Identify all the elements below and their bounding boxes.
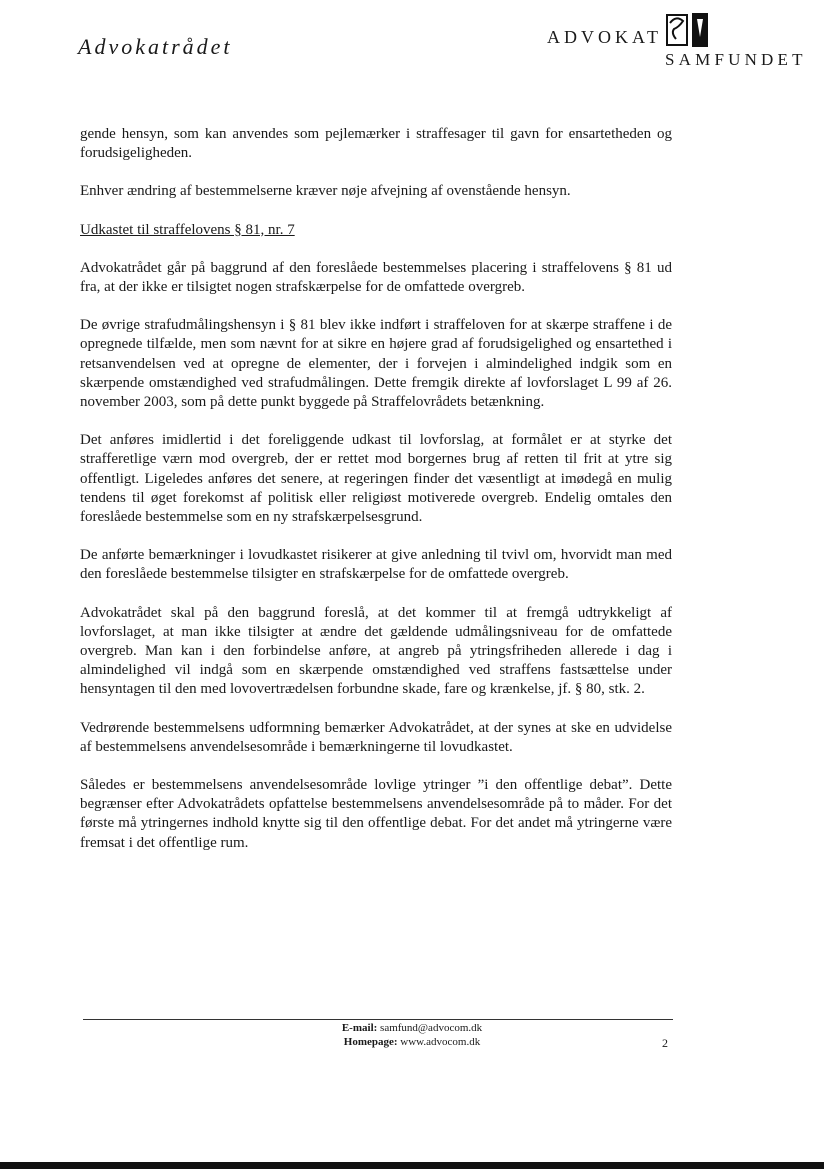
footer-homepage-row bbox=[0, 1035, 824, 1049]
paragraph: De anførte bemærkninger i lovudkastet risikerer at give anledning til tvivl om, hvorvidt man med den foreslåede bestemmelse tilsigter en strafskærpelse for de omfattede overgreb. bbox=[80, 547, 672, 583]
paragraph: Vedrørende bestemmelsens udformning bemærker Advokatrådet, at der synes at ske en udvidelse af bestemmelsens anvendelsesområde i bemærkningerne til lovudkastet. bbox=[80, 719, 672, 755]
section-heading: Udkastet til straffelovens § 81, nr. 7 bbox=[80, 221, 295, 238]
paragraph: Det anføres imidlertid i det foreliggende udkast til lovforslag, at formålet er at styrke det strafferetlige værn mod overgreb, der er rettet mod borgernes brug af retten til frit at ytre sig offentligt. Ligeledes anføres det senere, at regeringen finder det væsentligt at imødegå en mulig tendens til øget forekomst af politisk eller religiøst motiverede overgreb. Endelig omtales den foreslåede bestemmelse som en ny strafskærpelsesgrund. bbox=[80, 432, 672, 526]
paragraph: Advokatrådet skal på den baggrund foreslå, at det kommer til at fremgå udtrykkeligt af lovforslaget, at man ikke tilsigter at ændre det gældende udmålingsniveau for de omfattede overgreb. Man kan i den forbindelse anføre, at angreb på ytringsfriheden allerede i dag i almindelighed vil indgå som en skærpende omstændighed ved straffens fastsættelse under hensyntagen til den med lovovertrædelsen forbundne skade, fare og krænkelse, jf. § 80, stk. 2. bbox=[80, 604, 672, 698]
letter-body bbox=[80, 125, 672, 872]
paragraph: Advokatrådet går på baggrund af den foreslåede bestemmelses placering i straffelovens § 81 ud fra, at der ikke er tilsigtet nogen strafskærpelse for de omfattede overgreb. bbox=[80, 259, 672, 296]
logo-text-top: ADVOKAT bbox=[547, 27, 662, 47]
header-org-name: Advokatrådet bbox=[78, 34, 233, 59]
paragraph: Enhver ændring af bestemmelserne kræver nøje afvejning af ovenstående hensyn. bbox=[80, 183, 571, 200]
logo-emblem-icon bbox=[664, 9, 714, 51]
scan-edge-bar bbox=[0, 1162, 824, 1169]
footer-contact bbox=[0, 1021, 824, 1049]
footer-homepage-label: Homepage: bbox=[343, 1036, 398, 1048]
paragraph: Således er bestemmelsens anvendelsesområde lovlige ytringer ”i den offentlige debat”. Dette begrænser efter Advokatrådets opfattelse bestemmelsens anvendelsesområde på to måder. For det første må ytringernes indhold knytte sig til den offentlige debat. For det andet må ytringerne være fremsat i det offentlige rum. bbox=[80, 777, 672, 851]
footer-divider bbox=[83, 1019, 673, 1020]
footer-homepage-link[interactable]: www.advocom.dk bbox=[400, 1036, 481, 1048]
footer-email-link[interactable]: samfund@advocom.dk bbox=[380, 1022, 483, 1034]
logo-text-bottom: SAMFUNDET bbox=[665, 50, 807, 69]
footer-email-row bbox=[0, 1021, 824, 1035]
paragraph: gende hensyn, som kan anvendes som pejlemærker i straffesager til gavn for ensartetheden og forudsigeligheden. bbox=[80, 126, 672, 162]
footer-email-label: E-mail: bbox=[341, 1022, 378, 1034]
paragraph: De øvrige strafudmålingshensyn i § 81 blev ikke indført i straffeloven for at skærpe straffene i de opregnede tilfælde, men som nævnt for at sikre en højere grad af forudsigelighed og ensartethed i retsanvendelsen ved at opregne de elementer, der i forvejen i almindelighed indgik som en skærpende omstændighed ved strafudmålingen. Dette fremgik direkte af lovforslaget L 99 af 26. november 2003, som på dette punkt byggede på Straffelovrådets betænkning. bbox=[80, 317, 672, 411]
page-number: 2 bbox=[662, 1036, 668, 1050]
